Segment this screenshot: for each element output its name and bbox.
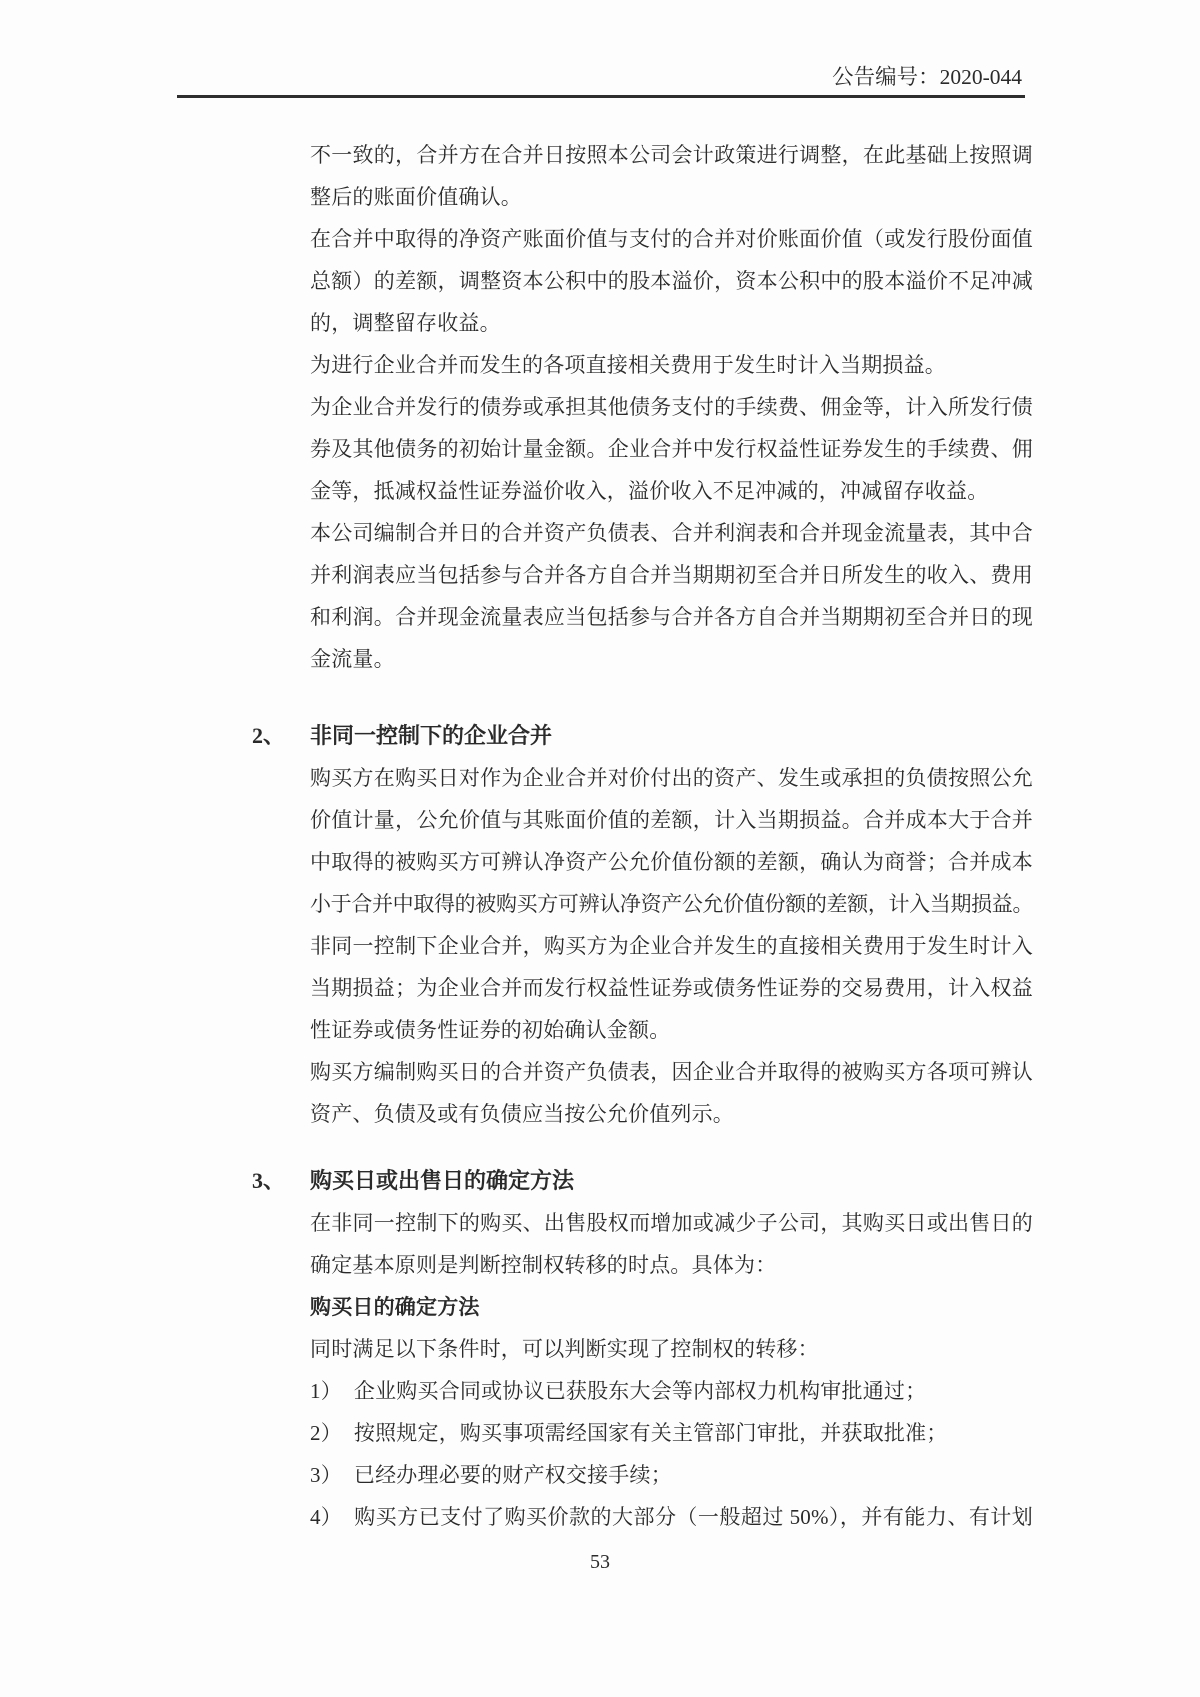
list-marker: 1） — [310, 1379, 342, 1403]
doc-number: 公告编号：2020-044 — [832, 65, 1022, 89]
list-item — [310, 1370, 1033, 1412]
header-rule — [177, 95, 1025, 98]
text-line: 金等，抵减权益性证券溢价收入，溢价收入不足冲减的，冲减留存收益。 — [310, 479, 989, 503]
text-line: 中取得的被购买方可辨认净资产公允价值份额的差额，确认为商誉；合并成本 — [310, 850, 1033, 874]
text-line: 在合并中取得的净资产账面价值与支付的合并对价账面价值（或发行股份面值 — [310, 227, 1033, 251]
list-item-text: 购买方已支付了购买价款的大部分（一般超过 50%），并有能力、有计划 — [353, 1505, 1033, 1529]
text-line: 小于合并中取得的被购买方可辨认净资产公允价值份额的差额，计入当期损益。 — [310, 892, 1033, 916]
section2-paragraphs — [310, 757, 1033, 1135]
text-line: 总额）的差额，调整资本公积中的股本溢价，资本公积中的股本溢价不足冲减 — [310, 269, 1033, 293]
section-title: 非同一控制下的企业合并 — [310, 723, 553, 748]
list-marker: 3） — [310, 1463, 342, 1487]
text-line: 券及其他债务的初始计量金额。企业合并中发行权益性证券发生的手续费、佣 — [310, 437, 1033, 461]
section-title: 购买日或出售日的确定方法 — [310, 1168, 575, 1193]
text-line: 在非同一控制下的购买、出售股权而增加或减少子公司，其购买日或出售日的 — [310, 1211, 1033, 1235]
section3-paragraphs — [310, 1202, 1033, 1538]
text-line: 购买方编制购买日的合并资产负债表，因企业合并取得的被购买方各项可辨认 — [310, 1060, 1033, 1084]
text-line: 为企业合并发行的债券或承担其他债务支付的手续费、佣金等，计入所发行债 — [310, 395, 1033, 419]
section-number: 2、 — [252, 723, 286, 748]
page-number: 53 — [590, 1551, 610, 1573]
text-line: 本公司编制合并日的合并资产负债表、合并利润表和合并现金流量表，其中合 — [310, 521, 1033, 545]
list-item-text: 已经办理必要的财产权交接手续； — [353, 1463, 672, 1487]
list-item-text: 企业购买合同或协议已获股东大会等内部权力机构审批通过； — [353, 1379, 927, 1403]
text-line: 为进行企业合并而发生的各项直接相关费用于发生时计入当期损益。 — [310, 353, 946, 377]
sub-heading-purchase-date-method: 购买日的确定方法 — [310, 1295, 480, 1319]
text-line: 资产、负债及或有负债应当按公允价值列示。 — [310, 1102, 734, 1126]
text-line: 性证券或债务性证券的初始确认金额。 — [310, 1018, 671, 1042]
text-line: 整后的账面价值确认。 — [310, 185, 522, 209]
list-item — [310, 1496, 1033, 1538]
text-line: 非同一控制下企业合并，购买方为企业合并发生的直接相关费用于发生时计入 — [310, 934, 1033, 958]
text-line: 并利润表应当包括参与合并各方自合并当期期初至合并日所发生的收入、费用 — [310, 563, 1033, 587]
list-item-text: 按照规定，购买事项需经国家有关主管部门审批，并获取批准； — [353, 1421, 948, 1445]
list-marker: 4） — [310, 1505, 342, 1529]
text-line: 价值计量，公允价值与其账面价值的差额，计入当期损益。合并成本大于合并 — [310, 808, 1033, 832]
text-line: 购买方在购买日对作为企业合并对价付出的资产、发生或承担的负债按照公允 — [310, 766, 1033, 790]
section-heading-2 — [252, 715, 552, 757]
intro-paragraphs — [310, 134, 1033, 680]
text-line: 的，调整留存收益。 — [310, 311, 501, 335]
list-item — [310, 1454, 1033, 1496]
text-line: 不一致的，合并方在合并日按照本公司会计政策进行调整，在此基础上按照调 — [310, 143, 1033, 167]
section-number: 3、 — [252, 1168, 286, 1193]
text-line: 和利润。合并现金流量表应当包括参与合并各方自合并当期期初至合并日的现 — [310, 605, 1033, 629]
text-line: 当期损益；为企业合并而发行权益性证券或债务性证券的交易费用，计入权益 — [310, 976, 1033, 1000]
list-marker: 2） — [310, 1421, 342, 1445]
text-line: 同时满足以下条件时，可以判断实现了控制权的转移： — [310, 1337, 819, 1361]
list-item — [310, 1412, 1033, 1454]
text-line: 金流量。 — [310, 647, 395, 671]
section-heading-3 — [252, 1160, 574, 1202]
text-line: 确定基本原则是判断控制权转移的时点。具体为： — [310, 1253, 777, 1277]
